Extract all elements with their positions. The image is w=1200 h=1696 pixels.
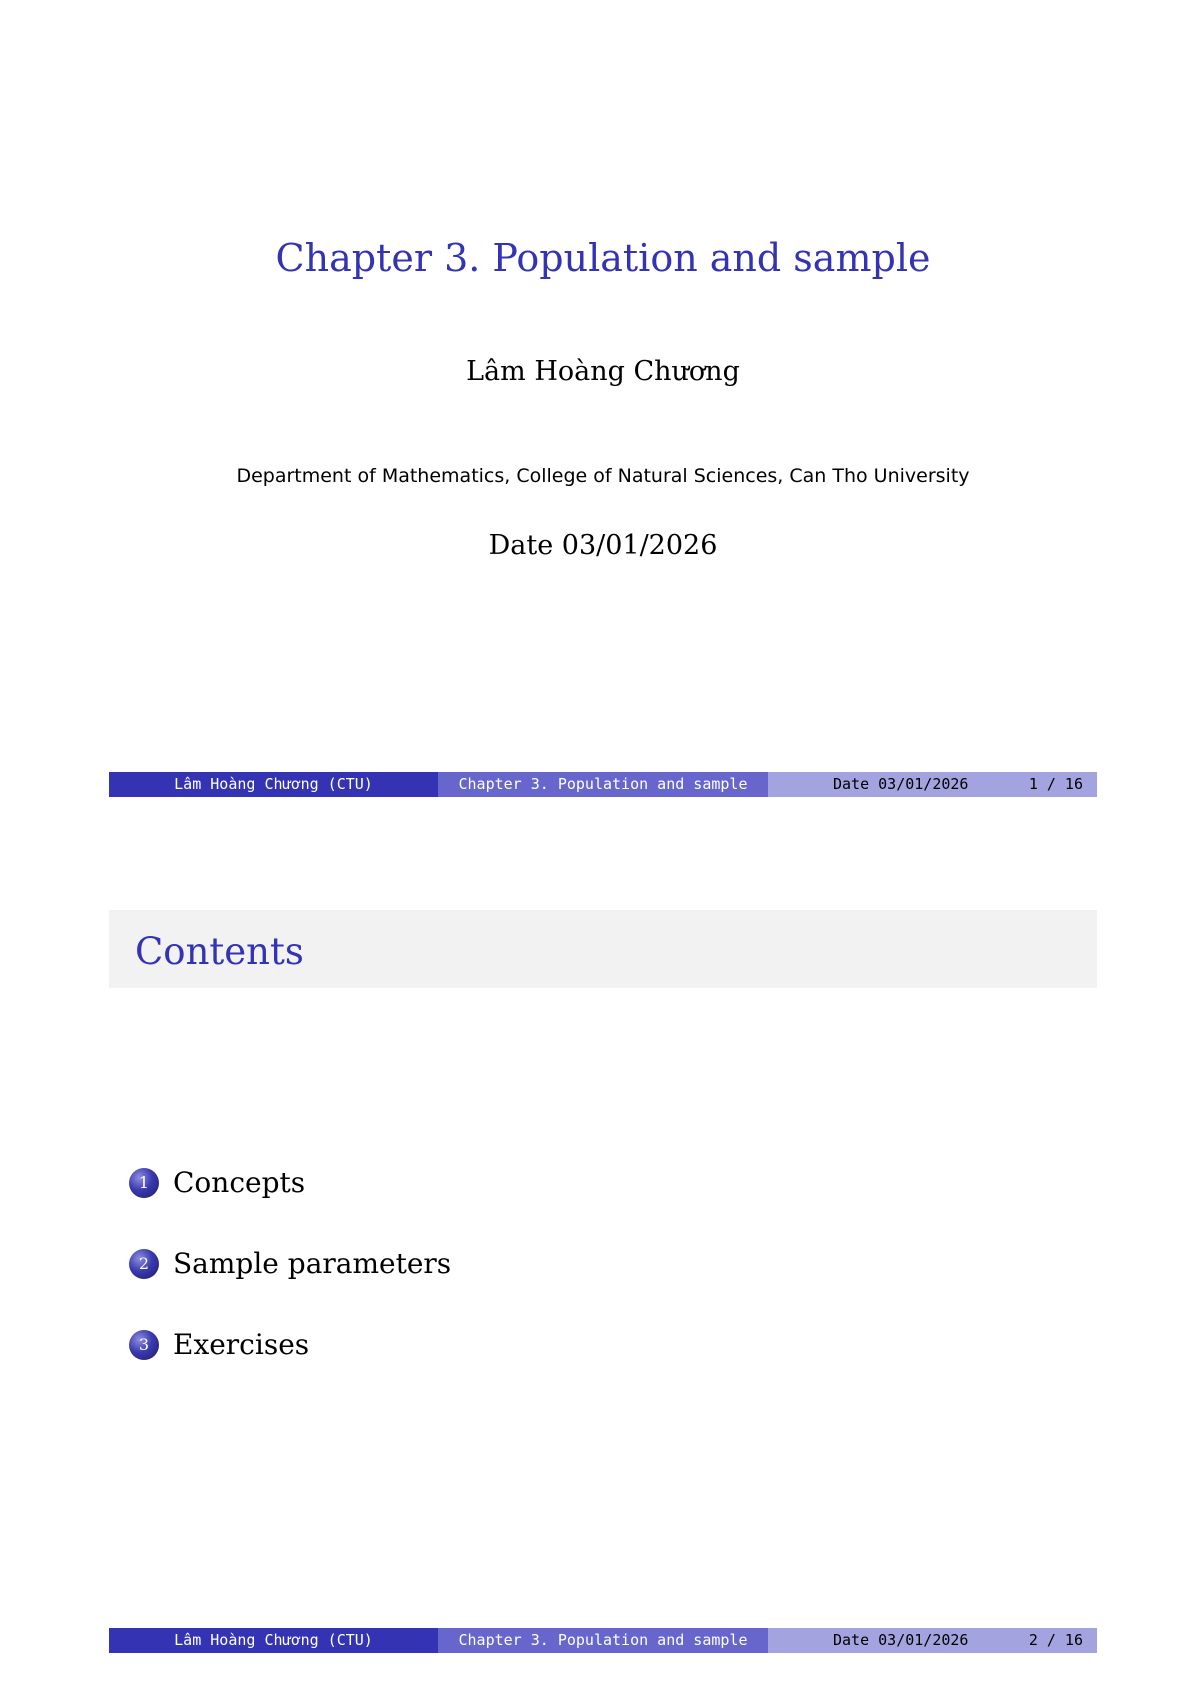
author-name: Lâm Hoàng Chương bbox=[466, 356, 740, 387]
toc-item[interactable] bbox=[129, 1304, 451, 1385]
footer-date: Date 03/01/2026 bbox=[833, 1631, 969, 1649]
footer-date-page bbox=[768, 1628, 1097, 1653]
institute: Department of Mathematics, College of Natural Sciences, Can Tho University bbox=[236, 465, 970, 487]
title-slide bbox=[109, 0, 1097, 800]
footer-bar bbox=[109, 1628, 1097, 1653]
page-number: 1 / 16 bbox=[1028, 775, 1083, 793]
footer-date-page bbox=[768, 772, 1097, 797]
toc-item[interactable] bbox=[129, 1223, 451, 1304]
numbered-ball-icon: 3 bbox=[129, 1330, 159, 1360]
presentation-date: Date 03/01/2026 bbox=[488, 530, 718, 561]
presentation-title: Chapter 3. Population and sample bbox=[275, 236, 931, 280]
footer-author: Lâm Hoàng Chương (CTU) bbox=[109, 1628, 438, 1653]
numbered-ball-icon: 2 bbox=[129, 1249, 159, 1279]
numbered-ball-icon: 1 bbox=[129, 1168, 159, 1198]
toc-label[interactable]: Sample parameters bbox=[173, 1247, 452, 1280]
footer-title: Chapter 3. Population and sample bbox=[438, 1628, 768, 1653]
footer-bar bbox=[109, 772, 1097, 797]
table-of-contents bbox=[129, 1142, 451, 1385]
toc-item[interactable] bbox=[129, 1142, 451, 1223]
footer-title: Chapter 3. Population and sample bbox=[438, 772, 768, 797]
footer-date: Date 03/01/2026 bbox=[833, 775, 969, 793]
toc-label[interactable]: Exercises bbox=[173, 1328, 310, 1361]
frame-title-bar bbox=[109, 910, 1097, 988]
page-number: 2 / 16 bbox=[1028, 1631, 1083, 1649]
footer-author: Lâm Hoàng Chương (CTU) bbox=[109, 772, 438, 797]
contents-slide bbox=[109, 852, 1097, 1652]
frame-title: Contents bbox=[135, 930, 304, 973]
toc-label[interactable]: Concepts bbox=[173, 1166, 306, 1199]
